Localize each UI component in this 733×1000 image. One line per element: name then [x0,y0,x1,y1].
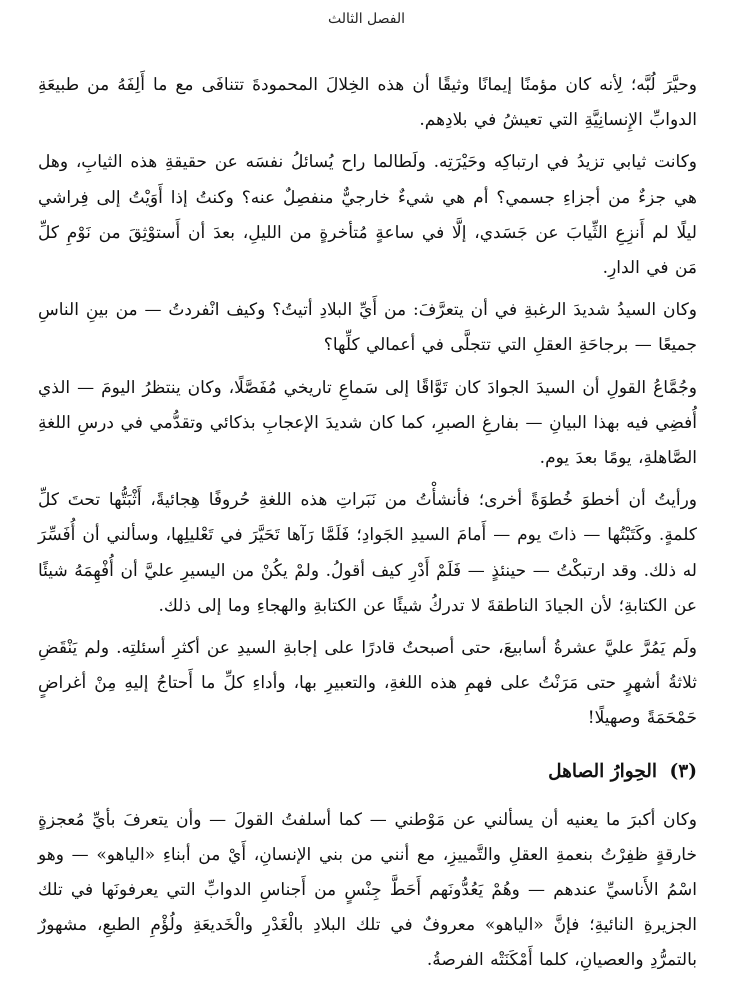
paragraph: وكان السيدُ شديدَ الرغبةِ في أن يتعرَّفَ: من أَيِّ البلادِ أتيتُ؟ وكيف انْفردتُ — من بينِ الناسِ جميعًا — برجاحَةِ العقلِ التي تتجلَّى في أعمالي كلِّها؟ [38,300,697,356]
paragraph: وجُمَّاعُ القولِ أن السيدَ الجوادَ كان تَوَّاقًا إلى سَماعِ تاريخي مُفَصَّلًا، وكان ينتظرُ اليومَ — الذي أُفضِي فيه بهذا البيانِ — بفارغِ الصبرِ، كما كان شديدَ الإعجابِ بذكائي وتقدُّمي في درسِ اللغةِ الصَّاهلةِ، يومًا بعدَ يوم. [38,377,697,469]
paragraph: وحيَّرَ لُبَّه؛ لِأنه كان مؤمنًا إيمانًا وثيقًا أن هذه الخِلالَ المحمودةَ تتنافَى مع ما أَلِفَهُ من طبيعَةِ الدوابِّ الإِنسانِيَّةِ التي تعيشُ في بلادِهم. [38,75,697,131]
section-heading [38,755,697,789]
paragraph: ورأيتُ أن أخطوَ خُطوَةً أخرى؛ فأنشأْتُ من نَبَراتِ هذه اللغةِ حُروفًا هِجائيةً، أَثْبَتُّها تحتَ كلِّ كلمةٍ. وكَتَبْتُها — ذاتَ يوم — أَمامَ السيدِ الجَوادِ؛ فَلَمَّا رَآها تَحَيَّرَ في تَعْليلِها، وسألني أن أُفَسِّرَ له ذلك. وقد ارتبكْتُ — حينئذٍ — فَلَمْ أَدْرِ كيف أقولُ. ولمْ يكُنْ من اليسيرِ عليَّ أن أُفْهِمَهُ شيئًا عن الكتابةِ؛ لأن الجيادَ الناطقةَ لا تدركُ شيئًا عن الكتابةِ والهجاءِ وما إلى ذلك. [38,490,697,616]
running-header: الفصل الثالث [327,11,406,27]
paragraph: وكان أكبرَ ما يعنيه أن يسألني عن مَوْطني — كما أسلفتُ القولَ — وأن يتعرفَ بأيِّ مُعجزةٍ خارقةٍ ظفِرْتُ بنعمةِ العقلِ والتَّمييزِ، مع أنني من بني الإنسانِ، أَيْ من أبناءِ «الياهو» — وهو اسْمُ الأَناسيِّ عندهم — وهُمْ يَعُدُّونَهم أَحَطَّ جِنْسٍ من أَجناسِ الدوابِّ التي يعرفونَها في تلك الجزيرةِ النائيةِ؛ فإنَّ «الياهو» معروفٌ في تلك البلادِ بالْغَدْرِ والْخَديعَةِ ولُؤْمِ الطبعِ، مشهورٌ بالتمرُّدِ والعصيانِ، كلما أَمْكَنَتْه الفرصةُ. [38,809,697,971]
body-text [38,68,697,986]
paragraph: ولَم يَمُرَّ عليَّ عشرةُ أسابيعَ، حتى أصبحتُ قادرًا على إجابةِ السيدِ عن أكثرِ أسئلتِه. ولم يَنْقَضِ ثلاثةُ أشهرٍ حتى مَرَنْتُ على فهمِ هذه اللغةِ، والتعبيرِ بها، وأداءِ كلِّ ما أَحتاجُ إليهِ مِنْ أغراضٍ حَمْحَمَةً وصهيلًا! [38,638,697,729]
section-title: الحِوارُ الصاهل [548,760,658,782]
paragraph: وكانت ثيابي تزيدُ في ارتباكِه وحَيْرَتِه. ولَطالما راح يُسائلُ نفسَه عن حقيقةِ هذه الثيابِ، وهل هي جزءٌ من أجزاءِ جسمي؟ أم هي شيءٌ خارجيٌّ منفصِلٌ عنه؟ وكنتُ إذا أَوَيْتُ إلى فِراشي ليلًا لم أَنزِعِ الثِّيابَ عن جَسَدي، إلَّا في ساعةٍ مُتأخرةٍ من الليلِ، بعدَ أن أَستوْثِقَ من نَوْمِ كلِّ مَن في الدارِ. [38,152,697,279]
section-number: (٣) [669,760,697,782]
